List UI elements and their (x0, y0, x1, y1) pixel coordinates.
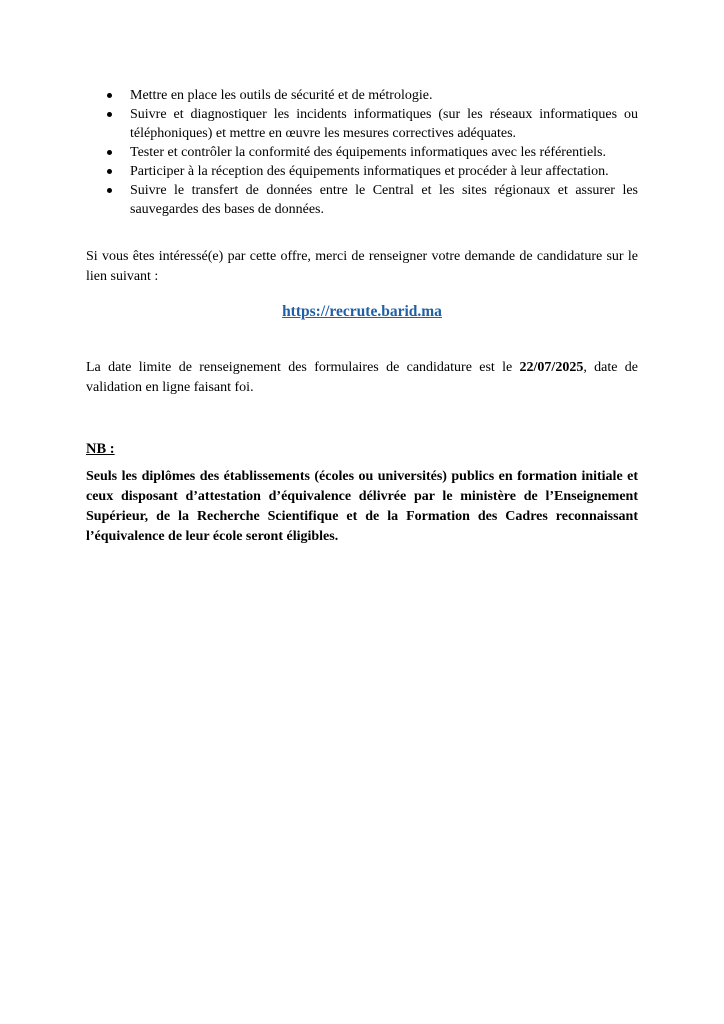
list-item (86, 181, 638, 219)
deadline-date: 22/07/2025 (519, 360, 584, 375)
nb-heading: NB : (86, 441, 115, 457)
bullet-dot-icon (107, 150, 112, 155)
duties-list (86, 86, 638, 219)
list-item (86, 105, 638, 143)
deadline-text-before: La date limite de renseignement des formulaires de candidature est le (86, 360, 520, 375)
list-item-text: Tester et contrôler la conformité des équipements informatiques avec les référentiels. (130, 145, 606, 160)
bullet-dot-icon (107, 112, 112, 117)
bullet-dot-icon (107, 93, 112, 98)
document-page (86, 86, 638, 547)
bullet-dot-icon (107, 169, 112, 174)
list-item-text: Suivre et diagnostiquer les incidents informatiques (sur les réseaux informatiques ou téléphoniques) et mettre en œuvre les mesures correctives adéquates. (130, 107, 638, 141)
list-item (86, 143, 638, 162)
application-instructions: Si vous êtes intéressé(e) par cette offre, merci de renseigner votre demande de candidature sur le lien suivant : (86, 249, 638, 284)
deadline-paragraph (86, 358, 638, 398)
link-container (86, 302, 638, 322)
list-item-text: Participer à la réception des équipements informatiques et procéder à leur affectation. (130, 164, 609, 179)
list-item (86, 162, 638, 181)
list-item (86, 86, 638, 105)
deadline-text-after: , date de validation en ligne faisant foi. (86, 360, 639, 395)
nb-text: Seuls les diplômes des établissements (écoles ou universités) publics en formation initiale et ceux disposant d’attestation d’équivalence délivrée par le ministère de l’Enseignement Supérieur, de la Recherche Scientifique et de la Formation des Cadres reconnaissant l’équivalence de leur école seront éligibles. (86, 469, 638, 544)
application-link[interactable]: https://recrute.barid.ma (282, 303, 442, 320)
list-item-text: Suivre le transfert de données entre le Central et les sites régionaux et assurer les sauvegardes des bases de données. (130, 183, 638, 217)
list-item-text: Mettre en place les outils de sécurité et de métrologie. (130, 88, 433, 103)
bullet-dot-icon (107, 188, 112, 193)
